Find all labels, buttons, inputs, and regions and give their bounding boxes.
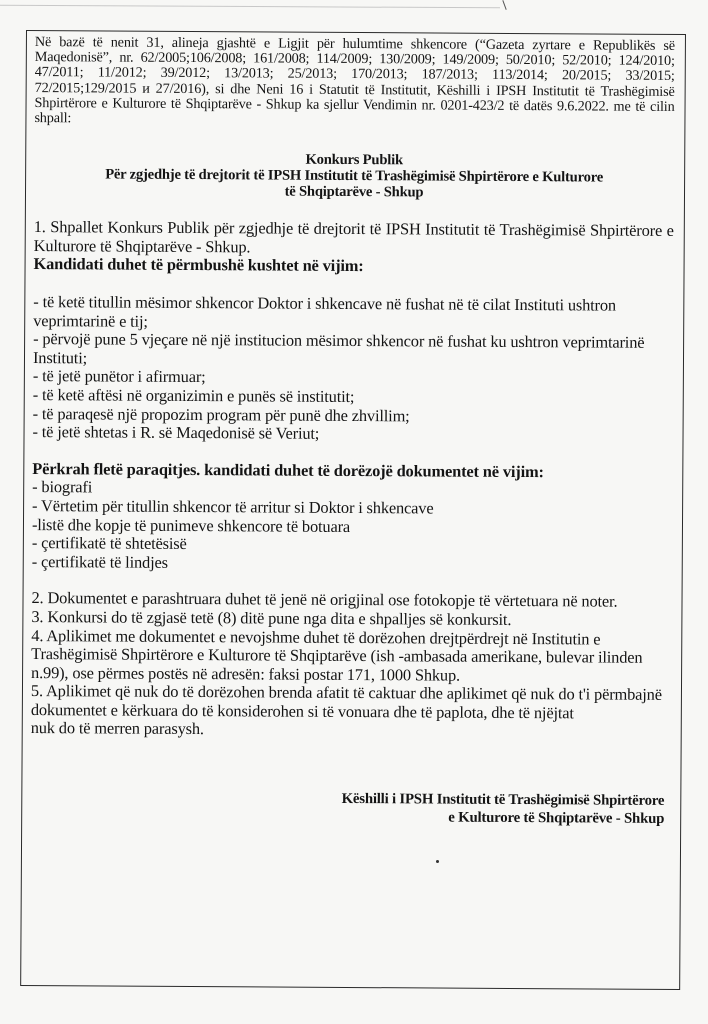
point-5: 5. Aplikimet që nuk do të dorëzohen brenda afatit të caktuar dhe aplikimet që nuk do t'i përmbajnë dokumentet e kërkuara do të konsiderohen si të vonuara dhe të paplota, dhe të njëjtat [30, 681, 662, 723]
point-4: 4. Aplikimet me dokumentet e nevojshme duhet të dorëzohen drejtpërdrejt në Institutin e Trashëgimisë Shpirtërore e Kulturore të Shqiptarëve (ish -ambasada amerikane, bulevar ilinden n.99), ose përmes postës në adresën: faksi postar 171, 1000 Shkup. [31, 625, 643, 685]
section-1-text: 1. Shpallet Konkurs Publik për zgjedhje të drejtorit të IPSH Institutit të Trashëgimisë Shpirtërore e Kulturore të Shqiptarëve - Shkup. [33, 217, 674, 257]
signature-block [30, 788, 670, 828]
point-5-continued: nuk do të merren parasysh. [30, 718, 204, 739]
conditions-heading: Kandidati duhet të përmbushë kushtet në vijim: [33, 254, 364, 276]
condition-item: - të jetë shtetas i R. së Maqedonisë së Veriut; [32, 422, 320, 443]
condition-item: - përvojë pune 5 vjeçare në një institucion mësimor shkencor në fushat ku ushtron veprimtarinë Instituti; [32, 329, 645, 368]
document-item: -listë dhe kopje të punimeve shkencore të botuara [31, 514, 351, 536]
signature-line-2: e Kulturore të Shqiptarëve - Shkup [448, 809, 665, 827]
clipping-top-edge [0, 5, 500, 9]
signature-line-1: Këshilli i IPSH Institutit të Trashëgimisë Shpirtërore [341, 791, 665, 809]
announcement-box [20, 30, 686, 990]
point-3: 3. Konkursi do të zgjasë tetë (8) ditë pune nga dita e shpalljes së konkursit. [31, 606, 512, 629]
document-item: - çertifikatë të shtetësisë [31, 533, 187, 554]
document-item: - Vërtetim për titullin shkencor të arritur si Doktor i shkencave [32, 495, 434, 518]
documents-list [32, 478, 673, 575]
condition-item: - të paraqesë një propozim program për punë dhe zhvillim; [32, 403, 410, 425]
conditions-list [32, 293, 673, 446]
condition-item: - të ketë titullin mësimor shkencor Doktor i shkencave në fushat në të cilat Instituti ushtron veprimtarinë e tij; [33, 292, 617, 331]
title-line-2: Për zgjedhje të drejtorit të IPSH Institutit të Trashëgimisë Shpirtërore e Kulturore [105, 166, 604, 186]
documents-heading: Përkrah fletë paraqitjes. kandidati duhet të dorëzojë dokumentet në vijim: [32, 458, 544, 481]
point-2: 2. Dokumentet e parashtruara duhet të jenë në origjinal ose fotokopje të vërtetuara në noter. [31, 588, 618, 611]
clipping-corner-mark [502, 0, 506, 10]
announcement-body [31, 218, 674, 742]
title-line-3: të Shqiptarëve - Shkup [284, 183, 424, 201]
document-item: - çertifikatë të lindjes [31, 551, 168, 572]
preamble-paragraph: Në bazë të nenit 31, alineja gjashtë e Ligjit për hulumtime shkencore (“Gazeta zyrtare e Republikës së Maqedonisë”, nr. 62/2005;106/2008; 161/2008; 114/2009; 130/2009; 149/2009; 50/2010; 52/2010; 124/2010; 47/2011; 11/2012; 39/2012; 13/2013; 25/2013; 170/2013; 187/2013; 113/2014; 20/2015; 33/2015; 72/2015;129/2015 и 27/2016), si dhe Neni 16 i Statutit të Institutit, Këshilli i IPSH Institutit të Trashëgimisë Shpirtërore e Kulturore të Shqiptarëve - Shkup ka sjellur Vendimin nr. 0201-423/2 të datës 9.6.2022. me të cilin shpall: [34, 34, 675, 127]
condition-item: - të jetë punëtor i afirmuar; [32, 366, 206, 387]
condition-item: - të ketë aftësi në organizimin e punës së institutit; [32, 385, 355, 406]
title-line-1: Konkurs Publik [305, 151, 403, 169]
announcement-title [34, 150, 674, 202]
print-speck [436, 860, 439, 863]
document-item: - biografi [32, 477, 93, 497]
